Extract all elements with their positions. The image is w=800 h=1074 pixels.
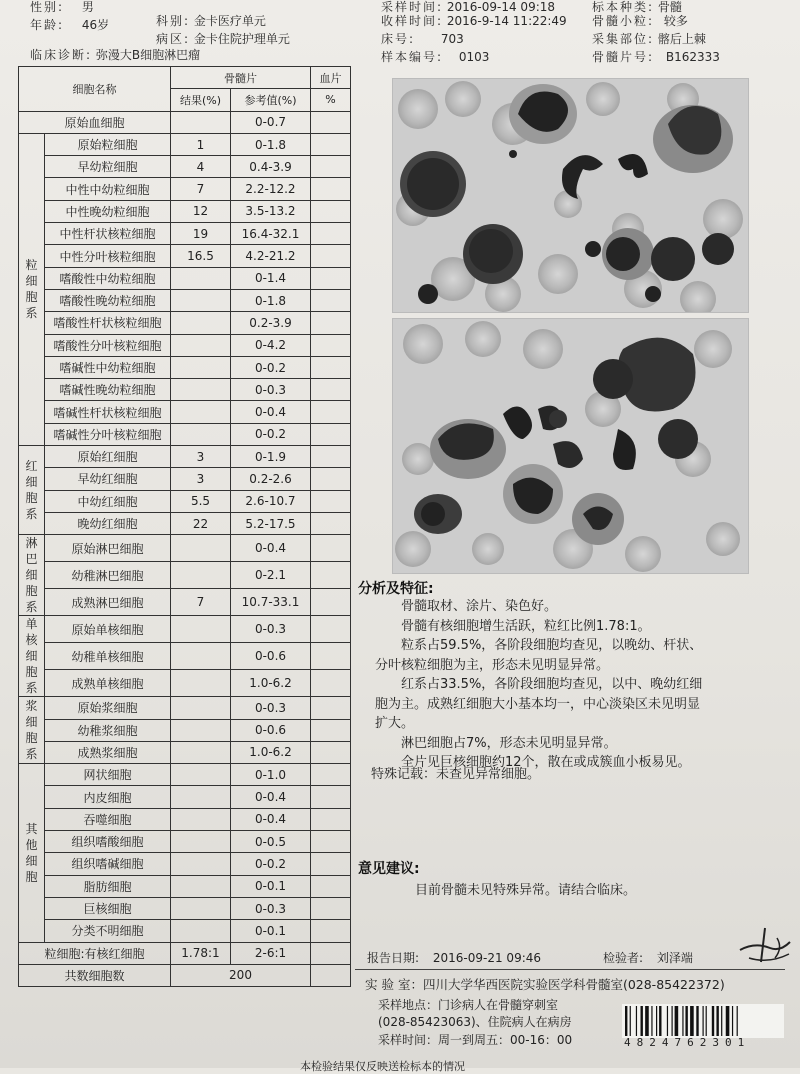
barcode-bar [726, 1006, 730, 1036]
cell-result [171, 697, 231, 719]
cell-result: 1.78:1 [171, 942, 231, 964]
cell-name: 幼稚淋巴细胞 [45, 562, 171, 589]
cell-result [171, 562, 231, 589]
cell-ref: 0.2-3.9 [231, 312, 311, 334]
table-row [19, 853, 351, 875]
analysis-line: 胞为主。成熟红细胞大小基本均一，中心淡染区未见明显 [375, 696, 701, 712]
cell-ref: 0-0.3 [231, 697, 311, 719]
cell-ref: 0-4.2 [231, 334, 311, 356]
cell-ref: 1.0-6.2 [231, 741, 311, 763]
cell-blood [311, 468, 351, 490]
cell-name: 嗜碱性杆状核粒细胞 [45, 401, 171, 423]
cell-blood [311, 245, 351, 267]
cell-result: 4 [171, 156, 231, 178]
cell-name: 组织嗜碱细胞 [45, 853, 171, 875]
header-pct: % [311, 89, 351, 111]
cell-blood [311, 401, 351, 423]
table-row [19, 643, 351, 670]
cell-name: 嗜酸性分叶核粒细胞 [45, 334, 171, 356]
analysis-line: 分叶核粒细胞为主，形态未见明显异常。 [375, 657, 610, 673]
barcode-bar [651, 1006, 652, 1036]
cell-group-label: 淋巴细胞系 [19, 535, 45, 616]
marrow-smear-image-bottom [392, 318, 749, 574]
table-row [19, 831, 351, 853]
cell-result: 22 [171, 512, 231, 534]
cell-result: 12 [171, 200, 231, 222]
cell-ref: 0-1.8 [231, 133, 311, 155]
cell-name: 嗜碱性分叶核粒细胞 [45, 423, 171, 445]
barcode-bar [685, 1006, 687, 1036]
header-cell-name: 细胞名称 [19, 67, 171, 112]
cell-result [171, 920, 231, 942]
bottom-note: 本检验结果仅反映送检标本的情况 [300, 1060, 465, 1073]
cell-result [171, 111, 231, 133]
cell-blood [311, 334, 351, 356]
cell-name: 原始单核细胞 [45, 616, 171, 643]
advice-title: 意见建议: [358, 861, 420, 877]
cell-blood [311, 764, 351, 786]
cell-blood [311, 831, 351, 853]
cell-group-label: 其他细胞 [19, 764, 45, 942]
table-row [19, 490, 351, 512]
table-row [19, 875, 351, 897]
cell-name: 早幼红细胞 [45, 468, 171, 490]
cell-ref: 0.4-3.9 [231, 156, 311, 178]
cell-name: 原始浆细胞 [45, 697, 171, 719]
cell-name: 嗜酸性晚幼粒细胞 [45, 289, 171, 311]
cell-name: 嗜碱性中幼粒细胞 [45, 356, 171, 378]
table-row [19, 562, 351, 589]
analysis-line: 粒系占59.5%，各阶段细胞均查见，以晚幼、杆状、 [401, 638, 703, 653]
cell-name: 巨核细胞 [45, 897, 171, 919]
cell-name: 粒细胞:有核红细胞 [19, 942, 171, 964]
dept-field: 科别: 金卡医疗单元 [156, 14, 266, 28]
cell-name: 原始红细胞 [45, 446, 171, 468]
cell-blood [311, 178, 351, 200]
cell-blood [311, 589, 351, 616]
inspector-field: 检验者: 刘泽端 [603, 951, 693, 965]
cell-name: 成熟单核细胞 [45, 670, 171, 697]
cell-name: 成熟浆细胞 [45, 741, 171, 763]
cell-result [171, 616, 231, 643]
table-row [19, 156, 351, 178]
cell-result [171, 312, 231, 334]
cell-blood [311, 719, 351, 741]
cell-result [171, 741, 231, 763]
cell-ref: 0-0.6 [231, 643, 311, 670]
table-row [19, 289, 351, 311]
report-date-field: 报告日期: 2016-09-21 09:46 [367, 951, 542, 965]
cell-result: 19 [171, 223, 231, 245]
cell-ref: 0-0.2 [231, 853, 311, 875]
cell-result [171, 808, 231, 830]
cell-ref: 0-0.4 [231, 535, 311, 562]
barcode-bar [675, 1006, 679, 1036]
cell-ref: 0-0.3 [231, 897, 311, 919]
cell-name: 中性中幼粒细胞 [45, 178, 171, 200]
cell-blood [311, 535, 351, 562]
sample-no-field: 样本编号: 0103 [381, 50, 490, 64]
table-row [19, 334, 351, 356]
cell-total: 200 [171, 964, 311, 986]
cell-ref: 16.4-32.1 [231, 223, 311, 245]
analysis-line: 骨髓取材、涂片、染色好。 [401, 599, 558, 614]
cell-blood [311, 156, 351, 178]
marrow-smear-image-top [392, 78, 749, 313]
table-row [19, 446, 351, 468]
barcode-image [622, 1004, 784, 1038]
header-ref: 参考值(%) [231, 89, 311, 111]
cell-blood [311, 562, 351, 589]
advice-text: 目前骨髓未见特殊异常。请结合临床。 [415, 883, 637, 898]
cell-result [171, 875, 231, 897]
cell-count-table [18, 66, 351, 987]
cell-ref: 10.7-33.1 [231, 589, 311, 616]
table-row [19, 223, 351, 245]
table-row [19, 312, 351, 334]
cell-ref: 0.2-2.6 [231, 468, 311, 490]
inspector-signature [735, 920, 797, 968]
barcode-bar [706, 1006, 707, 1036]
cell-result: 7 [171, 178, 231, 200]
cell-blood [311, 875, 351, 897]
cell-blood [311, 200, 351, 222]
cell-group-label: 红细胞系 [19, 446, 45, 535]
diagnosis-field: 临床诊断: 弥漫大B细胞淋巴瘤 [30, 48, 201, 62]
table-row [19, 245, 351, 267]
cell-result [171, 719, 231, 741]
cell-blood [311, 808, 351, 830]
cell-ref: 4.2-21.2 [231, 245, 311, 267]
table-row [19, 808, 351, 830]
analysis-line: 淋巴细胞占7%，形态未见明显异常。 [401, 735, 617, 751]
cell-result [171, 267, 231, 289]
barcode-bar [721, 1006, 722, 1036]
table-row [19, 356, 351, 378]
marrow-smear-svg-top [393, 79, 748, 312]
table-row [19, 200, 351, 222]
cell-result: 5.5 [171, 490, 231, 512]
cell-ref: 0-0.1 [231, 875, 311, 897]
bed-field: 床号: 703 [381, 32, 464, 46]
cell-result [171, 786, 231, 808]
cell-name: 中性杆状核粒细胞 [45, 223, 171, 245]
cell-ref: 0-1.8 [231, 289, 311, 311]
cell-ref: 0-0.4 [231, 808, 311, 830]
barcode-bar [636, 1006, 637, 1036]
cell-ref: 0-0.1 [231, 920, 311, 942]
table-row [19, 719, 351, 741]
table-row [19, 920, 351, 942]
table-row [19, 133, 351, 155]
cell-name: 网状细胞 [45, 764, 171, 786]
cell-blood [311, 446, 351, 468]
cell-result [171, 670, 231, 697]
cell-name: 中幼红细胞 [45, 490, 171, 512]
barcode-bar [690, 1006, 694, 1036]
footer-divider [355, 969, 785, 970]
cell-ref: 0-0.4 [231, 401, 311, 423]
cell-name: 原始血细胞 [19, 111, 171, 133]
cell-result [171, 535, 231, 562]
cell-ref: 0-1.9 [231, 446, 311, 468]
barcode-bar [712, 1006, 714, 1036]
sample-type-field: 标本种类: 骨髓 [592, 0, 682, 14]
receive-time-field: 收样时间: 2016-9-14 11:22:49 [381, 14, 567, 28]
cell-ref: 0-1.4 [231, 267, 311, 289]
cell-name: 嗜酸性杆状核粒细胞 [45, 312, 171, 334]
sampling-site-2: (028-85423063)、住院病人在病房 [378, 1015, 572, 1029]
cell-ref: 5.2-17.5 [231, 512, 311, 534]
cell-name: 成熟淋巴细胞 [45, 589, 171, 616]
table-row [19, 670, 351, 697]
cell-result [171, 289, 231, 311]
table-row [19, 616, 351, 643]
table-row [19, 379, 351, 401]
cell-blood [311, 786, 351, 808]
cell-result [171, 334, 231, 356]
cell-result [171, 379, 231, 401]
age-field: 年龄: 46岁 [30, 18, 110, 32]
granule-field: 骨髓小粒: 较多 [592, 14, 688, 28]
cell-name: 吞噬细胞 [45, 808, 171, 830]
site-field: 采集部位: 髂后上棘 [592, 32, 706, 46]
cell-result [171, 897, 231, 919]
barcode-number: 4824762301 [624, 1036, 751, 1049]
cell-blood [311, 942, 351, 964]
cell-ref: 2.6-10.7 [231, 490, 311, 512]
cell-blood [311, 670, 351, 697]
collect-time-field: 采样时间: 2016-09-14 09:18 [381, 0, 556, 14]
cell-name: 嗜酸性中幼粒细胞 [45, 267, 171, 289]
cell-ref: 0-0.3 [231, 379, 311, 401]
cell-group-label: 粒细胞系 [19, 133, 45, 445]
barcode-bar [659, 1006, 661, 1036]
cell-blood [311, 920, 351, 942]
sampling-site-1: 采样地点：门诊病人在骨髓穿刺室 [378, 998, 559, 1012]
marrow-smear-svg-bottom [393, 319, 748, 573]
cell-name: 幼稚浆细胞 [45, 719, 171, 741]
table-row [19, 897, 351, 919]
barcode-bar [656, 1006, 657, 1036]
cell-name: 原始淋巴细胞 [45, 535, 171, 562]
cell-blood [311, 133, 351, 155]
cell-result: 16.5 [171, 245, 231, 267]
ward-field: 病区: 金卡住院护理单元 [156, 32, 290, 46]
gender-field: 性别: 男 [30, 0, 94, 14]
cell-name: 中性晚幼粒细胞 [45, 200, 171, 222]
cell-group-label: 浆细胞系 [19, 697, 45, 764]
cell-ref: 0-0.2 [231, 423, 311, 445]
cell-ref: 0-0.3 [231, 616, 311, 643]
cell-blood [311, 616, 351, 643]
cell-result [171, 356, 231, 378]
cell-blood [311, 111, 351, 133]
cell-name: 共数细胞数 [19, 964, 171, 986]
table-header-row [19, 67, 351, 89]
cell-blood [311, 853, 351, 875]
barcode-bar [667, 1006, 668, 1036]
slide-no-field: 骨髓片号: B162333 [592, 50, 720, 64]
analysis-line: 红系占33.5%，各阶段细胞均查见，以中、晚幼红细 [401, 677, 703, 692]
cell-ref: 2.2-12.2 [231, 178, 311, 200]
barcode-bar [737, 1006, 738, 1036]
cell-blood [311, 643, 351, 670]
cell-blood [311, 964, 351, 986]
cell-blood [311, 741, 351, 763]
cell-result [171, 853, 231, 875]
table-row [19, 741, 351, 763]
table-row [19, 512, 351, 534]
cell-ref: 0-0.6 [231, 719, 311, 741]
analysis-line: 全片见巨核细胞约12个，散在或成簇血小板易见。 [401, 755, 691, 770]
cell-ref: 2-6:1 [231, 942, 311, 964]
cell-group-label: 单核细胞系 [19, 616, 45, 697]
cell-blood [311, 512, 351, 534]
cell-ref: 0-1.0 [231, 764, 311, 786]
cell-result: 7 [171, 589, 231, 616]
cell-name: 内皮细胞 [45, 786, 171, 808]
cell-blood [311, 697, 351, 719]
cell-name: 原始粒细胞 [45, 133, 171, 155]
cell-ref: 3.5-13.2 [231, 200, 311, 222]
cell-result: 3 [171, 468, 231, 490]
barcode-bar [625, 1006, 627, 1036]
cell-blood [311, 356, 351, 378]
cell-blood [311, 289, 351, 311]
analysis-line: 骨髓有核细胞增生活跃，粒红比例1.78:1。 [401, 618, 651, 634]
table-row [19, 178, 351, 200]
barcode-bar [696, 1006, 698, 1036]
table-row [19, 764, 351, 786]
barcode-bar [645, 1006, 649, 1036]
cell-name: 组织嗜酸细胞 [45, 831, 171, 853]
table-row [19, 423, 351, 445]
cell-blood [311, 897, 351, 919]
table-row [19, 401, 351, 423]
cell-blood [311, 490, 351, 512]
barcode-bar [641, 1006, 643, 1036]
analysis-title: 分析及特征: [358, 581, 434, 597]
cell-name: 幼稚单核细胞 [45, 643, 171, 670]
cell-ref: 0-0.2 [231, 356, 311, 378]
barcode-bar [703, 1006, 704, 1036]
table-row [19, 468, 351, 490]
header-blood: 血片 [311, 67, 351, 89]
cell-name: 中性分叶核粒细胞 [45, 245, 171, 267]
table-row-total [19, 964, 351, 986]
cell-name: 早幼粒细胞 [45, 156, 171, 178]
analysis-line: 扩大。 [375, 716, 415, 731]
analysis-body [375, 597, 780, 773]
cell-ref: 0-2.1 [231, 562, 311, 589]
cell-name: 晚幼红细胞 [45, 512, 171, 534]
cell-ref: 1.0-6.2 [231, 670, 311, 697]
cell-ref: 0-0.4 [231, 786, 311, 808]
table-row [19, 267, 351, 289]
sampling-hours: 采样时间：周一到周五：00-16：00 [378, 1033, 573, 1047]
cell-name: 嗜碱性晚幼粒细胞 [45, 379, 171, 401]
barcode-bar [672, 1006, 673, 1036]
table-row [19, 786, 351, 808]
table-row-ratio [19, 942, 351, 964]
cell-ref: 0-0.7 [231, 111, 311, 133]
barcode-bar [716, 1006, 718, 1036]
cell-result [171, 764, 231, 786]
lab-info: 实 验 室：四川大学华西医院实验医学科骨髓室(028-85422372) [365, 977, 725, 992]
cell-blood [311, 379, 351, 401]
cell-blood [311, 267, 351, 289]
cell-result [171, 831, 231, 853]
barcode-bar [732, 1006, 733, 1036]
cell-result: 3 [171, 446, 231, 468]
cell-result [171, 401, 231, 423]
cell-blood [311, 312, 351, 334]
special-note: 特殊记载：未查见异常细胞。 [371, 767, 541, 782]
table-row [19, 697, 351, 719]
cell-result [171, 423, 231, 445]
cell-result: 1 [171, 133, 231, 155]
cell-ref: 0-0.5 [231, 831, 311, 853]
table-row [19, 589, 351, 616]
barcode-bar [630, 1006, 631, 1036]
cell-blood [311, 223, 351, 245]
cell-name: 分类不明细胞 [45, 920, 171, 942]
cell-name: 脂肪细胞 [45, 875, 171, 897]
cell-blood [311, 423, 351, 445]
barcode-bar [682, 1006, 683, 1036]
header-marrow: 骨髓片 [171, 67, 311, 89]
table-row-blast [19, 111, 351, 133]
cell-result [171, 643, 231, 670]
table-row [19, 535, 351, 562]
header-result: 结果(%) [171, 89, 231, 111]
